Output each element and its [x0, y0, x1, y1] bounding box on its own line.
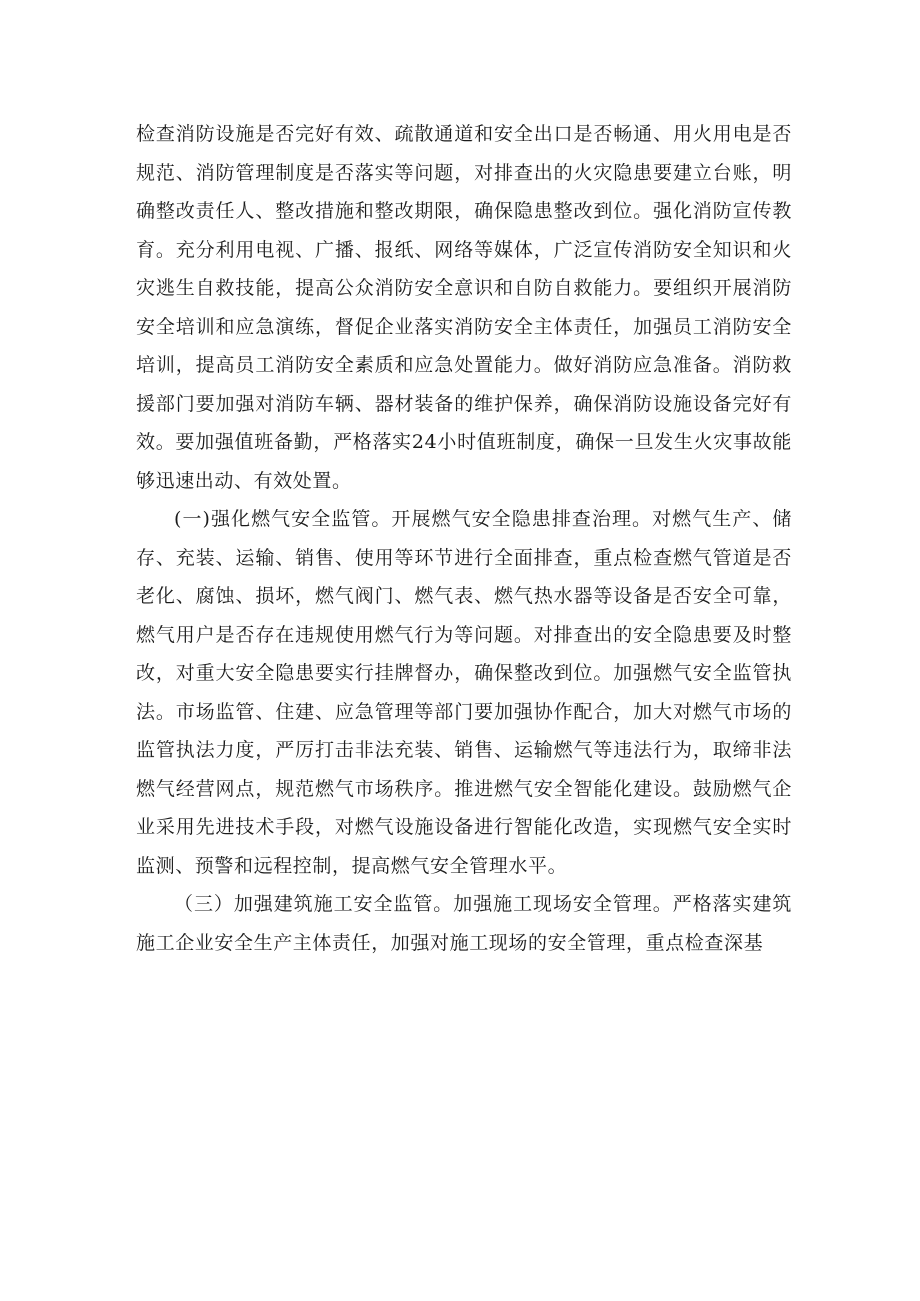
document-body	[136, 115, 792, 962]
paragraph-construction-safety: （三）加强建筑施工安全监管。加强施工现场安全管理。严格落实建筑施工企业安全生产主体责任，加强对施工现场的安全管理，重点检查深基	[136, 893, 792, 954]
paragraph-fire-safety: 检查消防设施是否完好有效、疏散通道和安全出口是否畅通、用火用电是否规范、消防管理制度是否落实等问题，对排查出的火灾隐患要建立台账，明确整改责任人、整改措施和整改期限，确保隐患整改到位。强化消防宣传教育。充分利用电视、广播、报纸、网络等媒体，广泛宣传消防安全知识和火灾逃生自救技能，提高公众消防安全意识和自防自救能力。要组织开展消防安全培训和应急演练，督促企业落实消防安全主体责任，加强员工消防安全培训，提高员工消防安全素质和应急处置能力。做好消防应急准备。消防救援部门要加强对消防车辆、器材装备的维护保养，确保消防设施设备完好有效。要加强值班备勤，严格落实24小时值班制度，确保一旦发生火灾事故能够迅速出动、有效处置。	[136, 123, 792, 492]
paragraph-gas-safety: (一)强化燃气安全监管。开展燃气安全隐患排查治理。对燃气生产、储存、充装、运输、销售、使用等环节进行全面排查，重点检查燃气管道是否老化、腐蚀、损坏，燃气阀门、燃气表、燃气热水器等设备是否安全可靠，燃气用户是否存在违规使用燃气行为等问题。对排查出的安全隐患要及时整改，对重大安全隐患要实行挂牌督办，确保整改到位。加强燃气安全监管执法。市场监管、住建、应急管理等部门要加强协作配合，加大对燃气市场的监管执法力度，严厉打击非法充装、销售、运输燃气等违法行为，取缔非法燃气经营网点，规范燃气市场秩序。推进燃气安全智能化建设。鼓励燃气企业采用先进技术手段，对燃气设施设备进行智能化改造，实现燃气安全实时监测、预警和远程控制，提高燃气安全管理水平。	[136, 508, 792, 877]
